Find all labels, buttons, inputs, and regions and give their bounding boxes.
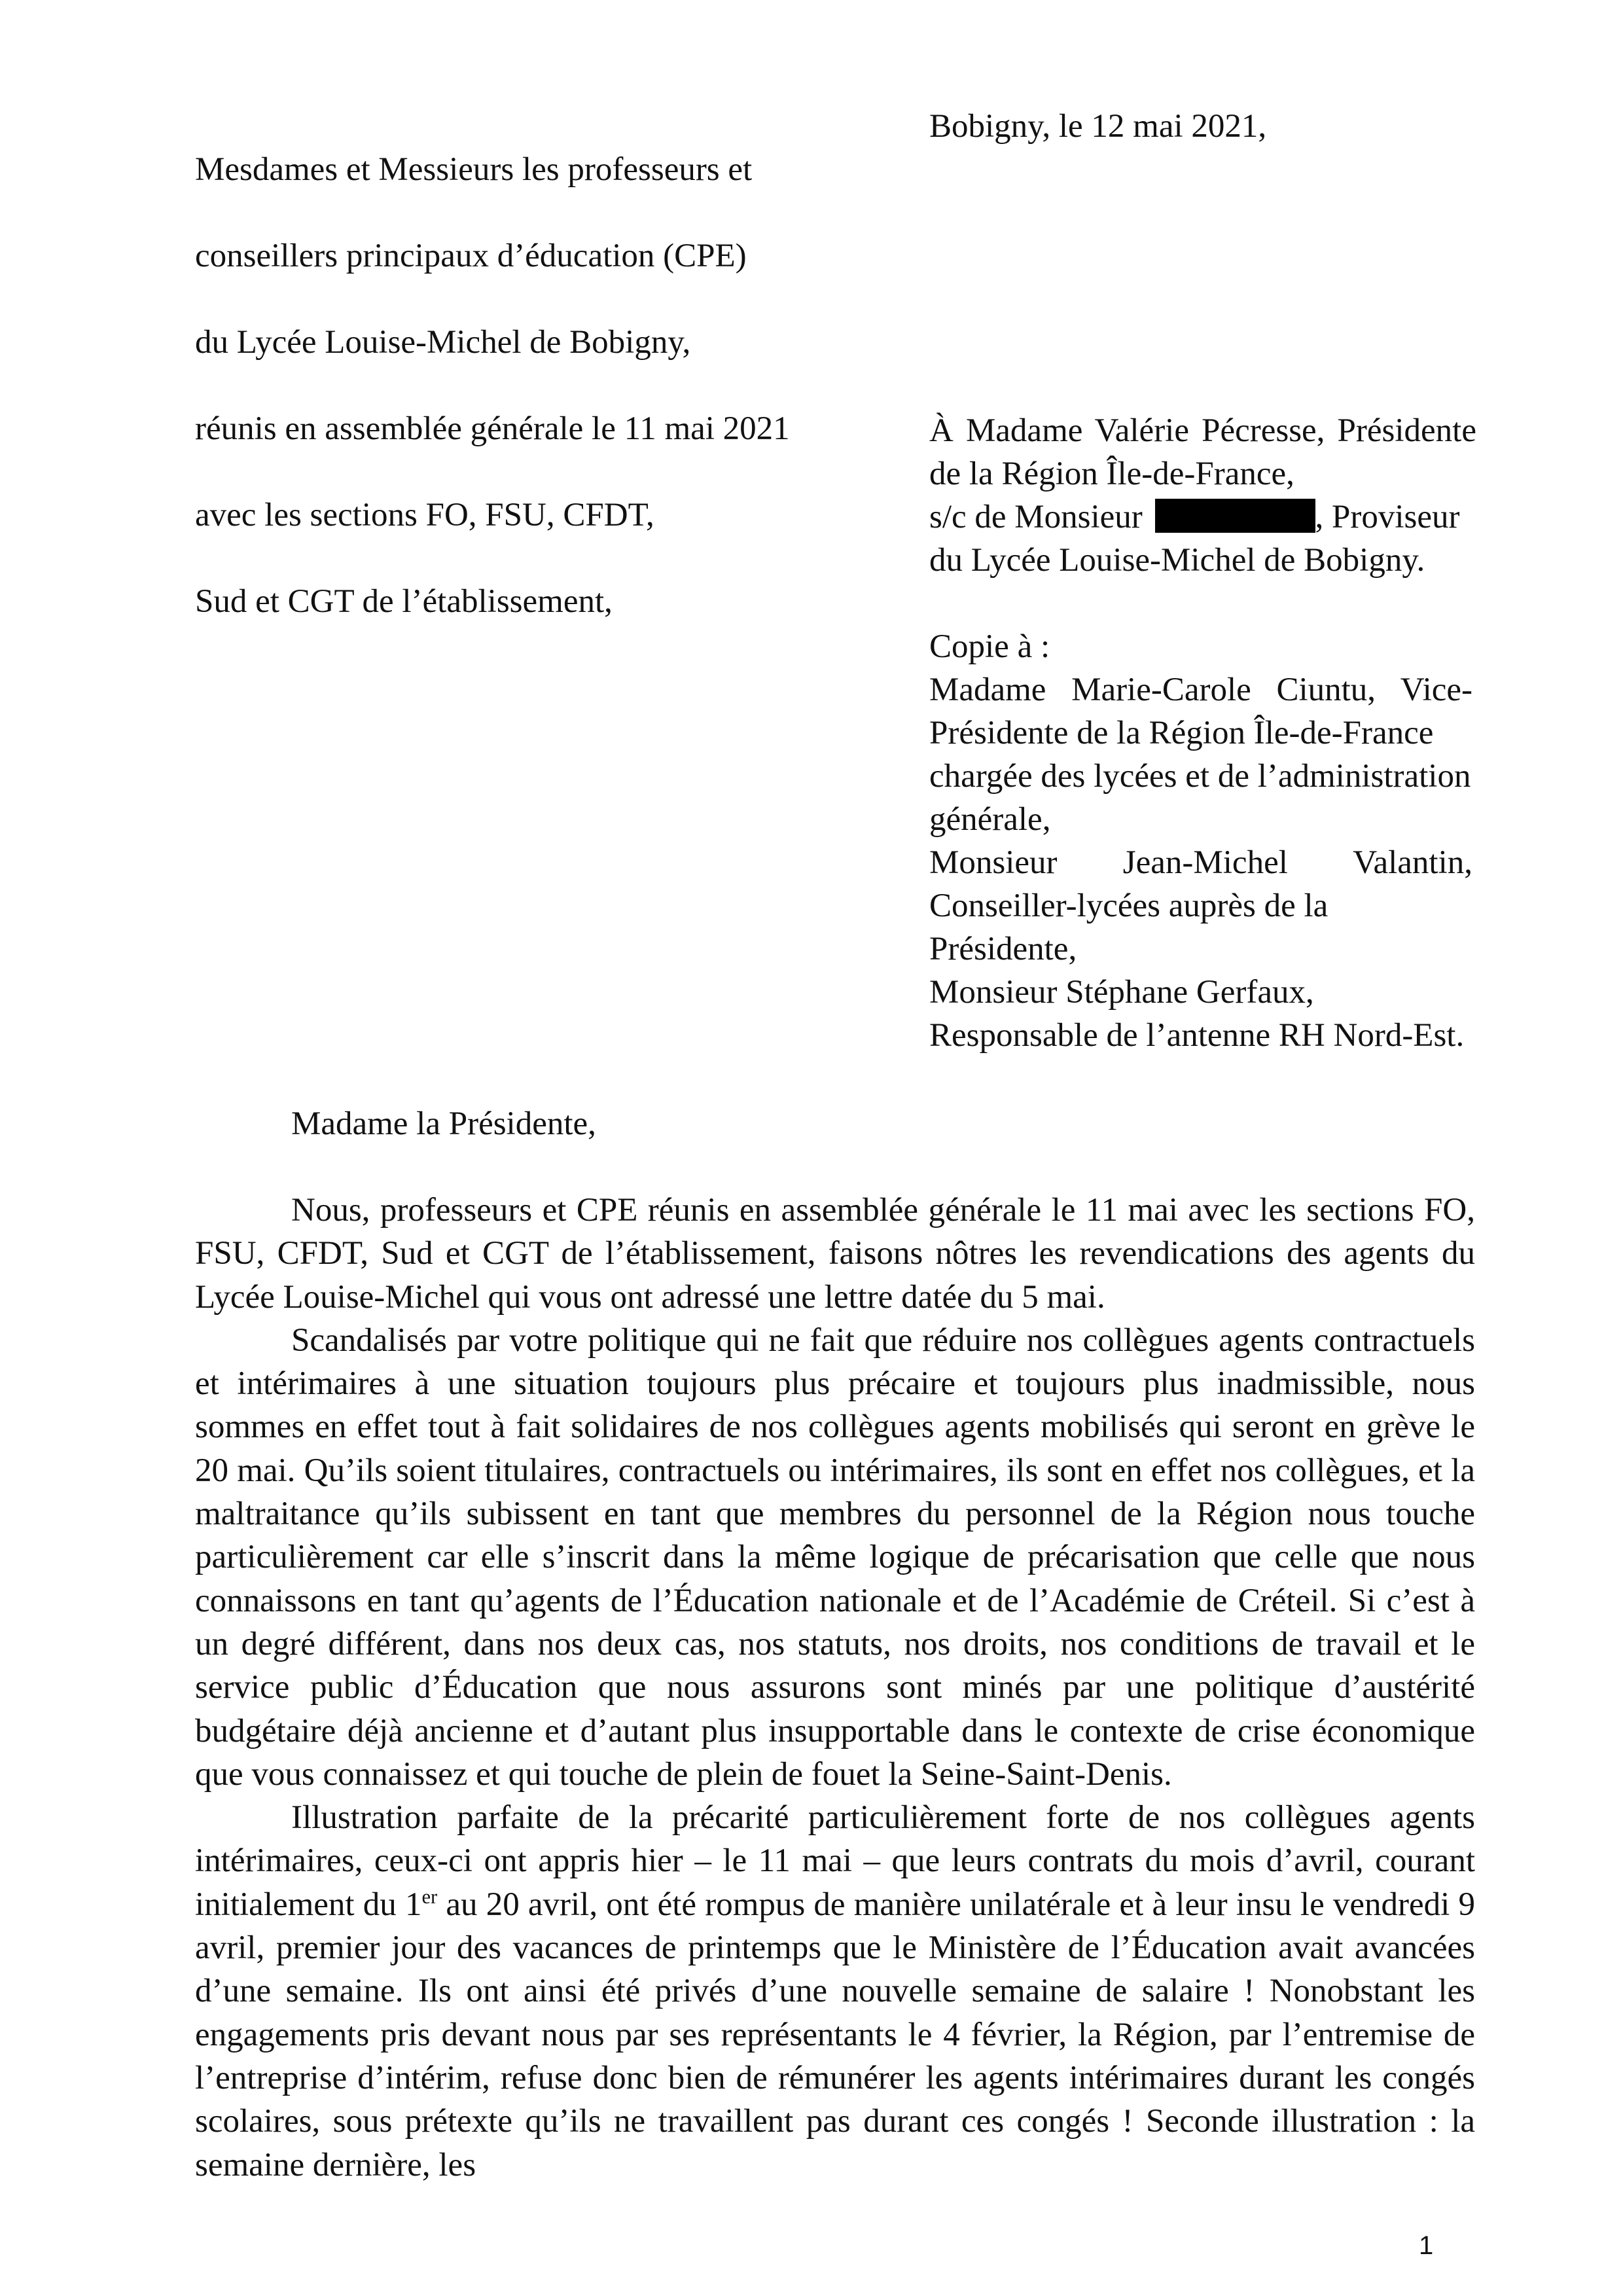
ordinal-superscript: er — [421, 1885, 438, 1908]
sender-line: réunis en assemblée générale le 11 mai 2021 — [195, 410, 790, 447]
copies-line: chargée des lycées et de l’administration — [929, 758, 1471, 795]
body-paragraph: Nous, professeurs et CPE réunis en assemblée générale le 11 mai avec les sections FO, FSU, CFDT, Sud et CGT de l’établissement, faisons nôtres les revendications des agents du Lycée Louise-Michel qui vous ont adressé une lettre datée du 5 mai. — [195, 1192, 1475, 1316]
copies-heading: Copie à : — [929, 628, 1050, 665]
redacted-name-block — [1155, 499, 1315, 533]
copies-line: générale, — [929, 801, 1051, 838]
sender-line: avec les sections FO, FSU, CFDT, — [195, 497, 654, 533]
sender-line: du Lycée Louise-Michel de Bobigny, — [195, 324, 691, 361]
recipient-line: de la Région Île-de-France, — [929, 456, 1294, 492]
copies-line: Monsieur Stéphane Gerfaux, — [929, 974, 1314, 1011]
sender-line: Mesdames et Messieurs les professeurs et — [195, 151, 753, 188]
recipient-prefix: s/c de Monsieur — [929, 499, 1143, 535]
page-number: 1 — [1419, 2231, 1434, 2260]
copies-line: Responsable de l’antenne RH Nord-Est. — [929, 1017, 1465, 1054]
letter-date: Bobigny, le 12 mai 2021, — [929, 108, 1267, 145]
sender-line: Sud et CGT de l’établissement, — [195, 583, 613, 620]
sender-block — [195, 105, 849, 666]
letter-body — [195, 1189, 1475, 2187]
recipient-suffix: , Proviseur — [1315, 499, 1460, 535]
copies-line: Monsieur Jean-Michel Valantin, — [929, 844, 1472, 881]
paragraph-text: Illustration parfaite de la précarité particulièrement forte de nos collègues agents intérimaires, ceux-ci ont appris hier – le 11 mai – que leurs contrats du mois d’avril, courant initialement du 1 — [195, 1799, 1475, 1923]
copies-line: Madame Marie-Carole Ciuntu, Vice- — [929, 672, 1472, 708]
recipient-block — [929, 409, 1476, 582]
sender-line: conseillers principaux d’éducation (CPE) — [195, 238, 747, 274]
recipient-line: À Madame Valérie Pécresse, Présidente — [929, 412, 1476, 449]
paragraph-text: au 20 avril, ont été rompus de manière unilatérale et à leur insu le vendredi 9 avril, premier jour des vacances de printemps que le Ministère de l’Éducation avait avancées d’une semaine. Ils ont ainsi été privés d’une nouvelle semaine de salaire ! Nonobstant les engagements pris devant nous par ses représentants le 4 février, la Région, par l’entremise de l’entreprise d’intérim, refuse donc bien de rémunérer les agents intérimaires durant les congés scolaires, sous prétexte qu’ils ne travaillent pas durant ces congés ! Seconde illustration : la semaine dernière, les — [195, 1886, 1475, 2183]
body-paragraph: Scandalisés par votre politique qui ne fait que réduire nos collègues agents contractuels et intérimaires à une situation toujours plus précaire et toujours plus inadmissible, nous sommes en effet tout à fait solidaires de nos collègues agents mobilisés qui seront en grève le 20 mai. Qu’ils soient titulaires, contractuels ou intérimaires, ils sont en effet nos collègues, et la maltraitance qu’ils subissent en tant que membres du personnel de la Région nous touche particulièrement car elle s’inscrit dans la même logique de précarisation que celle que nous connaissons en tant qu’agents de l’Éducation nationale et de l’Académie de Créteil. Si c’est à un degré différent, dans nos deux cas, nos statuts, nos droits, nos conditions de travail et le service public d’Éducation que nous assurons sont minés par une politique d’austérité budgétaire déjà ancienne et d’autant plus insupportable dans le contexte de crise économique que vous connaissez et qui touche de plein de fouet la Seine-Saint-Denis. — [195, 1321, 1475, 1793]
greeting: Madame la Présidente, — [291, 1105, 596, 1142]
recipient-line: du Lycée Louise-Michel de Bobigny. — [929, 542, 1425, 579]
copies-block — [929, 625, 1472, 1057]
copies-line: Présidente de la Région Île-de-France — [929, 715, 1434, 751]
copies-line: Conseiller-lycées auprès de la Présidente, — [929, 888, 1329, 967]
body-paragraph — [195, 1796, 1475, 2187]
recipient-line-headmaster — [929, 495, 1476, 539]
